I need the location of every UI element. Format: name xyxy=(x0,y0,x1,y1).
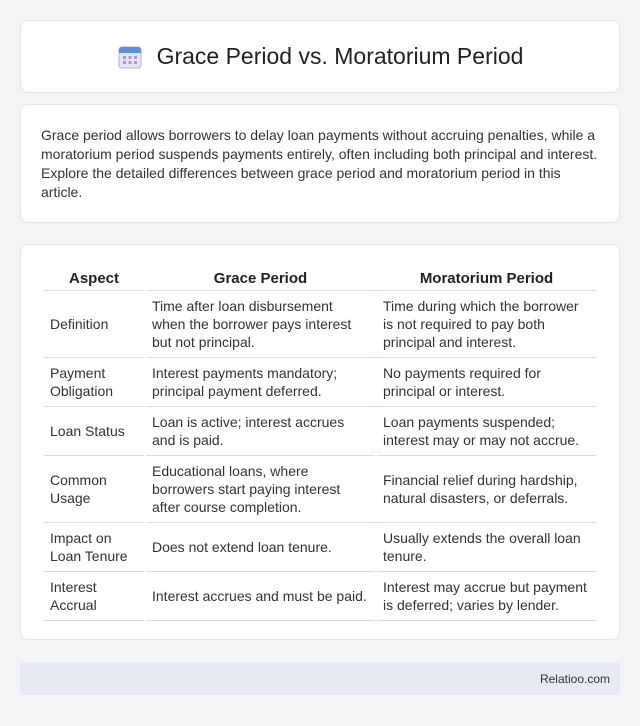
page-title: Grace Period vs. Moratorium Period xyxy=(156,43,524,69)
row-grace: Does not extend loan tenure. xyxy=(146,523,375,572)
row-aspect: Definition xyxy=(44,291,144,358)
footer-brand: Relatioo.com xyxy=(539,671,610,686)
row-grace: Time after loan disbursement when the borrower pays interest but not principal. xyxy=(146,291,375,358)
header-moratorium-period: Moratorium Period xyxy=(377,265,596,291)
row-grace: Interest payments mandatory; principal payment deferred. xyxy=(146,358,375,407)
footer xyxy=(20,662,620,695)
header-grace-period: Grace Period xyxy=(146,265,375,291)
row-moratorium: Financial relief during hardship, natural disasters, or deferrals. xyxy=(377,456,596,523)
title-card xyxy=(20,20,620,93)
header-aspect: Aspect xyxy=(44,265,144,291)
table-row xyxy=(44,291,596,358)
table-row xyxy=(44,456,596,523)
intro-text: Grace period allows borrowers to delay loan payments without accruing penalties, while a moratorium period suspends payments entirely, often including both principal and interest. Explore the detailed differences between grace period and moratorium period in this article. xyxy=(41,127,598,200)
row-moratorium: Usually extends the overall loan tenure. xyxy=(377,523,596,572)
table-row xyxy=(44,358,596,407)
row-moratorium: Interest may accrue but payment is deferred; varies by lender. xyxy=(377,572,596,621)
table-row xyxy=(44,572,596,621)
row-moratorium: Time during which the borrower is not required to pay both principal and interest. xyxy=(377,291,596,358)
calendar-icon xyxy=(117,44,143,70)
row-aspect: Payment Obligation xyxy=(44,358,144,407)
row-moratorium: No payments required for principal or interest. xyxy=(377,358,596,407)
comparison-table xyxy=(42,265,598,621)
row-aspect: Interest Accrual xyxy=(44,572,144,621)
row-moratorium: Loan payments suspended; interest may or may not accrue. xyxy=(377,407,596,456)
table-row xyxy=(44,523,596,572)
row-aspect: Common Usage xyxy=(44,456,144,523)
row-grace: Interest accrues and must be paid. xyxy=(146,572,375,621)
intro-card xyxy=(20,104,620,223)
row-aspect: Impact on Loan Tenure xyxy=(44,523,144,572)
row-grace: Loan is active; interest accrues and is paid. xyxy=(146,407,375,456)
comparison-table-card xyxy=(20,244,620,640)
row-aspect: Loan Status xyxy=(44,407,144,456)
table-row xyxy=(44,407,596,456)
table-header-row xyxy=(44,265,596,291)
row-grace: Educational loans, where borrowers start paying interest after course completion. xyxy=(146,456,375,523)
